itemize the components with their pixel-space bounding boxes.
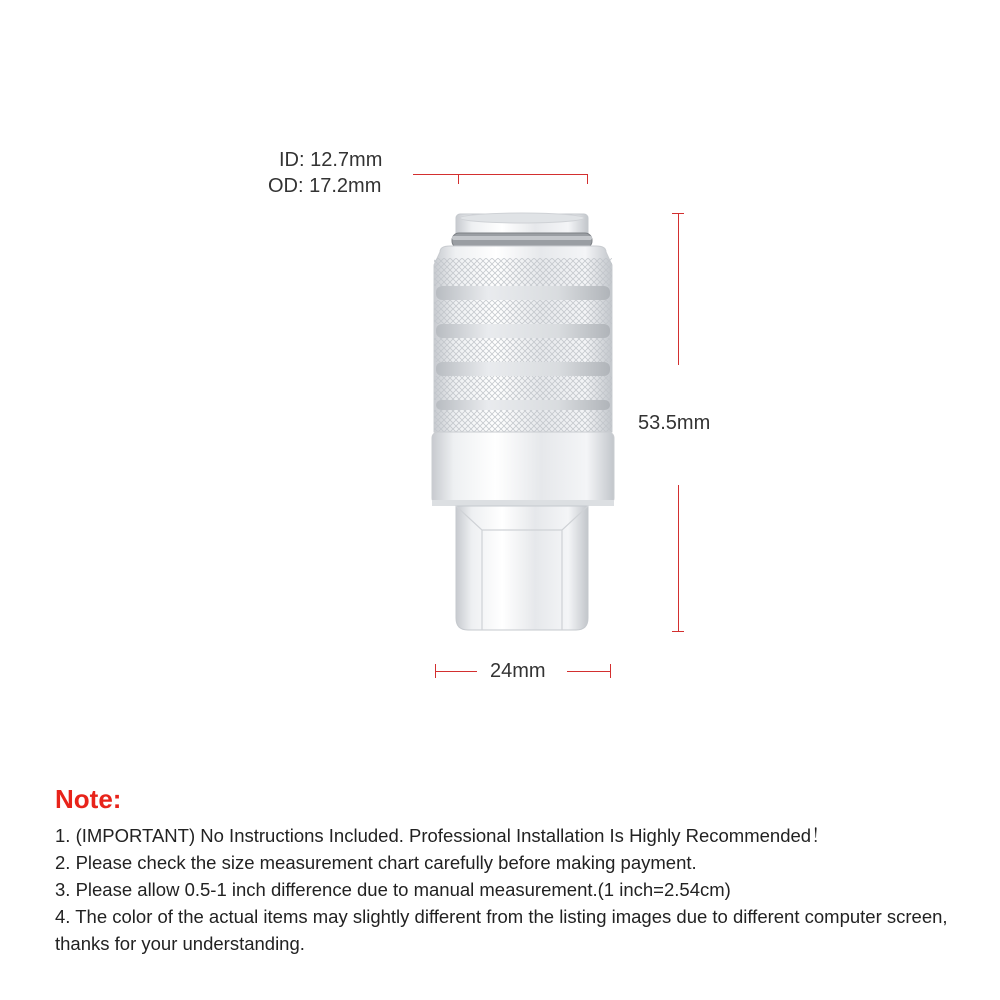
note-item: 1. (IMPORTANT) No Instructions Included. Professional Installation Is Highly Recommended！ xyxy=(55,825,830,846)
note-item: 4. The color of the actual items may slightly different from the listing images due to different computer screen, thanks for your understanding. xyxy=(55,906,948,954)
smooth-collar xyxy=(432,432,614,504)
inner-diameter-label: ID: 12.7mm xyxy=(279,149,383,171)
hex-body xyxy=(456,506,588,630)
width-label: 24mm xyxy=(490,660,546,682)
height-label: 53.5mm xyxy=(638,412,711,434)
note-item: 2. Please check the size measurement chart carefully before making payment. xyxy=(55,852,697,873)
note-item: 3. Please allow 0.5-1 inch difference due to manual measurement.(1 inch=2.54cm) xyxy=(55,879,731,900)
knurled-sleeve xyxy=(434,246,612,432)
outer-diameter-label: OD: 17.2mm xyxy=(268,175,382,197)
note-title: Note: xyxy=(55,784,122,814)
note-list xyxy=(55,822,975,957)
